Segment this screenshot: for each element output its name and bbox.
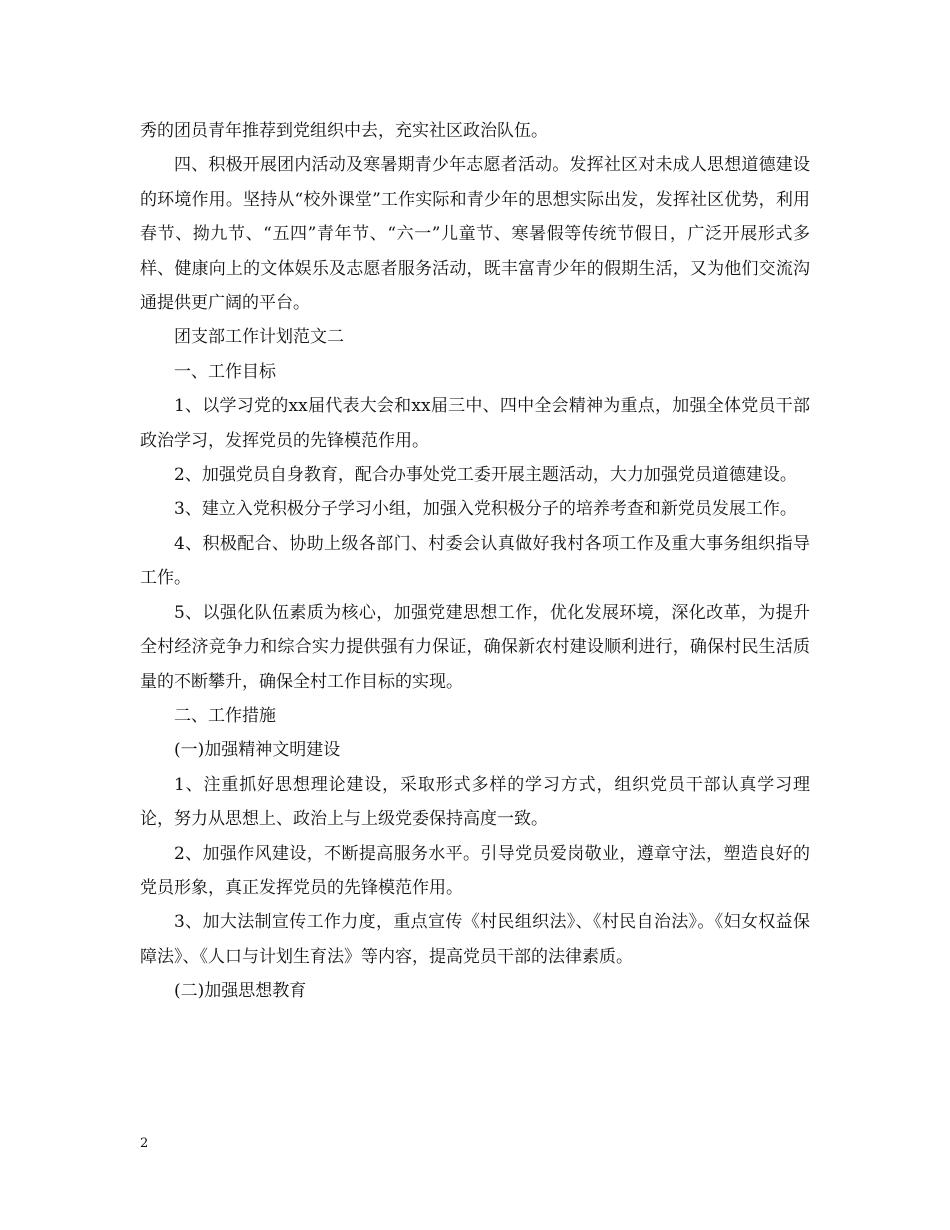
section-heading: 二、工作措施: [174, 705, 276, 726]
paragraph: 4、积极配合、协助上级各部门、村委会认真做好我村各项工作及重大事务组织指导工作。: [140, 533, 810, 589]
page-number: 2: [140, 1136, 149, 1151]
paragraph: 四、积极开展团内活动及寒暑期青少年志愿者活动。发挥社区对未成人思想道德建设的环境作用。坚持从“校外课堂”工作实际和青少年的思想实际出发，发挥社区优势，利用春节、拗九节、“五四”青年节、“六一”儿童节、寒暑假等传统节假日，广泛开展形式多样、健康向上的文体娱乐及志愿者服务活动，既丰富青少年的假期生活，又为他们交流沟通提供更广阔的平台。: [140, 155, 810, 314]
paragraph: 2、加强作风建设，不断提高服务水平。引导党员爱岗敬业，遵章守法，塑造良好的党员形象，真正发挥党员的先锋模范作用。: [140, 843, 810, 898]
paragraph: 3、加大法制宣传工作力度，重点宣传《村民组织法》、《村民自治法》。《妇女权益保障法》、《人口与计划生育法》等内容，提高党员干部的法律素质。: [140, 912, 810, 967]
subsection-heading: (二)加强思想教育: [174, 981, 307, 1002]
section-heading: 一、工作目标: [174, 361, 276, 382]
paragraph: 2、加强党员自身教育，配合办事处党工委开展主题活动，大力加强党员道德建设。: [174, 465, 797, 486]
section-heading: 团支部工作计划范文二: [174, 327, 344, 348]
paragraph: 1、注重抓好思想理论建设，采取形式多样的学习方式，组织党员干部认真学习理论，努力从思想上、政治上与上级党委保持高度一致。: [140, 774, 810, 830]
document-body: [140, 114, 810, 1009]
subsection-heading: (一)加强精神文明建设: [174, 740, 341, 761]
paragraph: 5、以强化队伍素质为核心，加强党建思想工作，优化发展环境，深化改革，为提升全村经济竞争力和综合实力提供强有力保证，确保新农村建设顺利进行，确保村民生活质量的不断攀升，确保全村工作目标的实现。: [140, 602, 810, 692]
paragraph: 秀的团员青年推荐到党组织中去，充实社区政治队伍。: [140, 121, 548, 141]
paragraph: 1、以学习党的xx届代表大会和xx届三中、四中全会精神为重点，加强全体党员干部政治学习，发挥党员的先锋模范作用。: [140, 396, 810, 451]
paragraph: 3、建立入党积极分子学习小组，加强入党积极分子的培养考查和新党员发展工作。: [174, 499, 797, 520]
